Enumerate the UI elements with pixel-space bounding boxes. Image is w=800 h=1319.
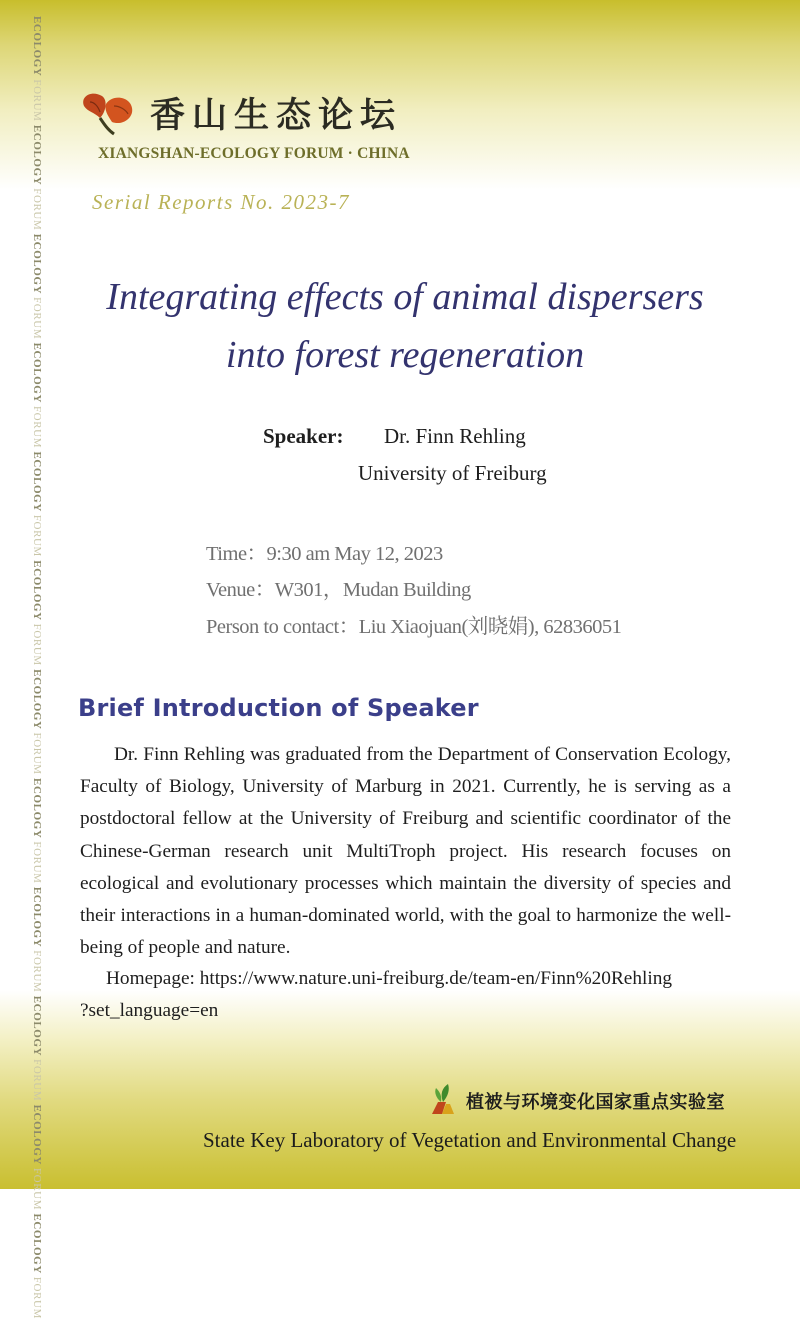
side-banner-word: ECOLOGY <box>31 1104 43 1168</box>
forum-title-english: XIANGSHAN-ECOLOGY FORUM · CHINA <box>98 145 410 162</box>
time-value: 9:30 am May 12, 2023 <box>266 543 443 565</box>
intro-heading: Brief Introduction of Speaker <box>78 694 479 722</box>
side-banner-word: ECOLOGY <box>31 669 43 733</box>
venue-row <box>206 572 471 602</box>
time-label: Time： <box>206 543 267 565</box>
intro-paragraph <box>80 739 731 964</box>
side-banner-word: ECOLOGY <box>31 451 43 515</box>
side-banner-word: FORUM <box>31 188 43 234</box>
side-banner-word: ECOLOGY <box>31 778 43 842</box>
side-banner-word: ECOLOGY <box>31 886 43 951</box>
side-banner-word: FORUM <box>31 1167 43 1214</box>
venue-value: W301，Mudan Building <box>274 579 471 601</box>
side-banner-word: FORUM <box>31 514 43 561</box>
side-banner-word: FORUM <box>31 623 43 670</box>
side-banner-word: ECOLOGY <box>31 560 43 624</box>
venue-label: Venue： <box>206 579 275 601</box>
side-banner-word: FORUM <box>31 732 43 779</box>
talk-title-line-1: Integrating effects of animal dispersers <box>106 276 704 318</box>
contact-value: Liu Xiaojuan(刘晓娟), 62836051 <box>358 616 622 638</box>
side-banner-word: ECOLOGY <box>31 124 43 189</box>
speaker-name: Dr. Finn Rehling <box>384 424 526 448</box>
lab-logo-icon <box>428 1082 458 1118</box>
contact-row <box>206 609 621 639</box>
side-banner-word: FORUM <box>31 297 43 343</box>
contact-label: Person to contact： <box>206 616 359 638</box>
side-banner <box>28 16 46 1319</box>
homepage-link-continued[interactable]: ?set_language=en <box>80 1000 219 1022</box>
homepage-label: Homepage: <box>106 968 195 989</box>
side-banner-word: ECOLOGY <box>31 1213 43 1277</box>
speaker-affiliation: University of Freiburg <box>358 461 547 485</box>
side-banner-word: FORUM <box>31 79 43 125</box>
lab-name-english: State Key Laboratory of Vegetation and Environmental Change <box>203 1128 737 1152</box>
talk-title-line-2: into forest regeneration <box>225 334 585 376</box>
intro-paragraph-text: Dr. Finn Rehling was graduated from the Department of Conservation Ecology, Faculty of Biology, University of Marburg in 2021. Currently, he is serving as a postdoctoral fellow at the University of Freiburg and scientific coordinator of the Chinese-German research unit MultiTroph project. His research focuses on ecological and evolutionary processes which maintain the diversity of species and their interactions in a human-dominated world, with the goal to harmonize the well-being of people and nature. <box>80 744 731 959</box>
side-banner-text <box>28 16 46 1319</box>
lab-name-chinese: 植被与环境变化国家重点实验室 <box>466 1092 725 1113</box>
homepage-link[interactable]: https://www.nature.uni-freiburg.de/team-en/Finn%20Rehling <box>199 968 672 989</box>
side-banner-word: FORUM <box>31 841 43 887</box>
talk-title <box>60 268 750 384</box>
time-row <box>206 536 443 566</box>
side-banner-word: ECOLOGY <box>31 995 43 1060</box>
side-banner-word: ECOLOGY <box>31 16 43 80</box>
side-banner-word: FORUM <box>31 950 43 996</box>
side-banner-word: FORUM <box>31 1276 43 1319</box>
side-banner-word: ECOLOGY <box>31 342 43 406</box>
serial-number: Serial Reports No. 2023-7 <box>92 190 350 214</box>
forum-title-chinese: 香山生态论坛 <box>150 95 403 136</box>
side-banner-word: FORUM <box>31 1059 43 1105</box>
forum-logo-icon <box>78 88 136 138</box>
speaker-label: Speaker: <box>263 424 344 448</box>
side-banner-word: FORUM <box>31 405 43 452</box>
side-banner-word: ECOLOGY <box>31 233 43 298</box>
homepage-block <box>80 963 740 1027</box>
